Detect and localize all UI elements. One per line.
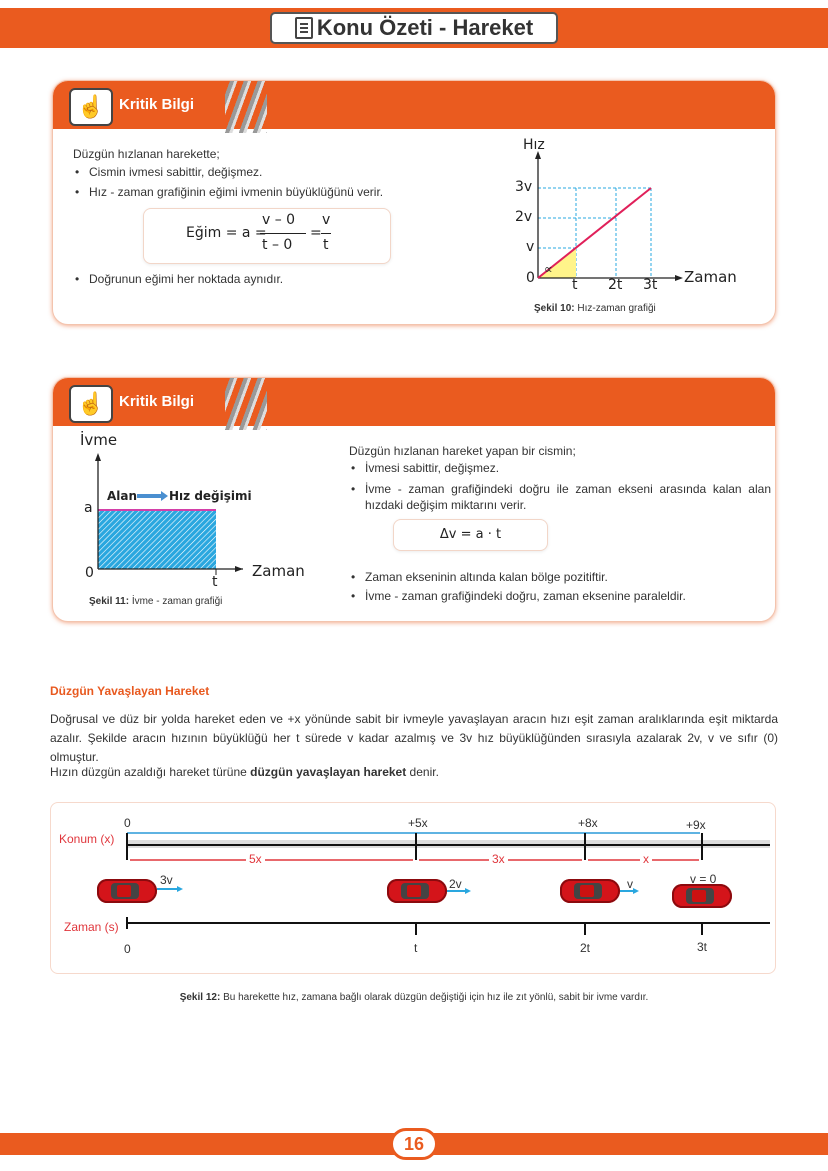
numerator: v – 0	[262, 212, 296, 228]
acceleration-time-graph	[83, 448, 243, 588]
area-region	[98, 510, 216, 569]
fraction-bar	[260, 233, 306, 234]
car-icon	[97, 879, 157, 903]
position-label: +5x	[408, 816, 428, 830]
paragraph: Doğrusal ve düz bir yolda hareket eden ve +x yönünde sabit bir ivmeyle yavaşlayan aracın hızı eşit zaman aralıklarında eşit miktarda azalır. Şekilde aracın hızının büyüklüğü her t sürede v kadar azalmış ve 3v hız büyüklüğünden sırasıyla azalarak 2v, v ve sıfır (0) olmuştur.	[50, 712, 778, 764]
bullet: • Zaman ekseninin altında kalan bölge pozitiftir.	[365, 570, 608, 584]
hand-icon: ☝	[69, 88, 113, 126]
box-heading: Kritik Bilgi	[119, 96, 195, 113]
x-tick: 3t	[643, 277, 658, 293]
formula-box	[143, 208, 391, 264]
figure-caption: Şekil 11: İvme - zaman grafiği	[89, 596, 223, 607]
car-icon	[560, 879, 620, 903]
formula-box: Δv = a · t	[393, 519, 548, 551]
x-tick: t	[572, 277, 578, 293]
critical-info-box-1	[52, 80, 776, 325]
bullet: • İvme - zaman grafiğindeki doğru, zaman eksenine paraleldir.	[365, 589, 686, 603]
page-title-text: Konu Özeti - Hareket	[316, 15, 534, 40]
figure-caption: Şekil 10: Hız-zaman grafiği	[534, 303, 656, 314]
position-label: +8x	[578, 816, 598, 830]
y-tick: 2v	[515, 209, 533, 225]
time-label: 3t	[697, 940, 708, 954]
velocity-line	[538, 188, 651, 278]
time-axis-label: Zaman (s)	[64, 920, 119, 934]
paragraph: Hızın düzgün azaldığı hareket türüne düzgün yavaşlayan hareket denir.	[50, 765, 439, 779]
intro-text: Düzgün hızlanan hareket yapan bir cismin;	[349, 444, 576, 458]
bullet: • İvme - zaman grafiğindeki doğru ile zaman ekseni arasında kalan alan hızdaki değişim miktarını verir.	[365, 481, 771, 513]
origin-label: 0	[526, 270, 535, 286]
intro-text: Düzgün hızlanan harekette;	[73, 147, 220, 161]
fraction-bar	[321, 233, 331, 234]
arrow-head-icon	[161, 491, 168, 501]
angle-label: ∝	[544, 262, 553, 276]
y-tick: v	[526, 239, 535, 255]
position-axis-label: Konum (x)	[59, 832, 115, 846]
page-number: 16	[390, 1128, 438, 1160]
header-stripes	[225, 80, 267, 133]
page-title	[270, 12, 558, 44]
document-icon	[295, 17, 313, 39]
x-tick: t	[212, 574, 218, 590]
x-axis-label: Zaman	[684, 268, 737, 286]
critical-info-box-2	[52, 377, 776, 622]
denominator: t	[323, 237, 329, 253]
box-heading: Kritik Bilgi	[119, 393, 195, 410]
y-tick: 3v	[515, 179, 533, 195]
origin-label: 0	[85, 565, 94, 581]
car-icon	[672, 884, 732, 908]
car-icon	[387, 879, 447, 903]
y-axis-label: İvme	[80, 431, 118, 449]
time-label: t	[414, 941, 418, 955]
speed-label: 2v	[449, 877, 462, 891]
distance-label: 5x	[246, 852, 265, 866]
y-tick: a	[84, 500, 93, 516]
denominator: t – 0	[262, 237, 293, 253]
formula-lhs: Eğim = a =	[186, 225, 267, 241]
section-title: Düzgün Yavaşlayan Hareket	[50, 684, 210, 698]
arrow-icon	[137, 494, 163, 498]
x-tick: 2t	[608, 277, 623, 293]
position-label: +9x	[686, 818, 706, 832]
time-label: 2t	[580, 941, 591, 955]
numerator: v	[322, 212, 331, 228]
time-label: 0	[124, 942, 131, 956]
bullet: • Cismin ivmesi sabittir, değişmez.	[89, 165, 262, 179]
bullet: • Hız - zaman grafiğinin eğimi ivmenin büyüklüğünü verir.	[89, 185, 383, 199]
area-meaning: Hız değişimi	[169, 489, 252, 503]
bullet: • Doğrunun eğimi her noktada aynıdır.	[89, 272, 283, 286]
bullet: • İvmesi sabittir, değişmez.	[365, 461, 499, 475]
speed-label: v	[627, 877, 633, 891]
hand-icon: ☝	[69, 385, 113, 423]
area-label: Alan	[107, 489, 138, 503]
speed-label: v = 0	[690, 872, 717, 886]
speed-label: 3v	[160, 873, 173, 887]
distance-label: x	[640, 852, 652, 866]
figure-caption: Şekil 12: Bu harekette hız, zamana bağlı olarak düzgün değiştiği için hız ile zıt yönlü, sabit bir ivme vardır.	[179, 992, 649, 1003]
x-axis-label: Zaman	[252, 562, 305, 580]
position-label: 0	[124, 816, 131, 830]
header-stripes	[225, 377, 267, 430]
distance-label: 3x	[489, 852, 508, 866]
equals: =	[310, 225, 322, 241]
y-axis-label: Hız	[523, 137, 545, 153]
